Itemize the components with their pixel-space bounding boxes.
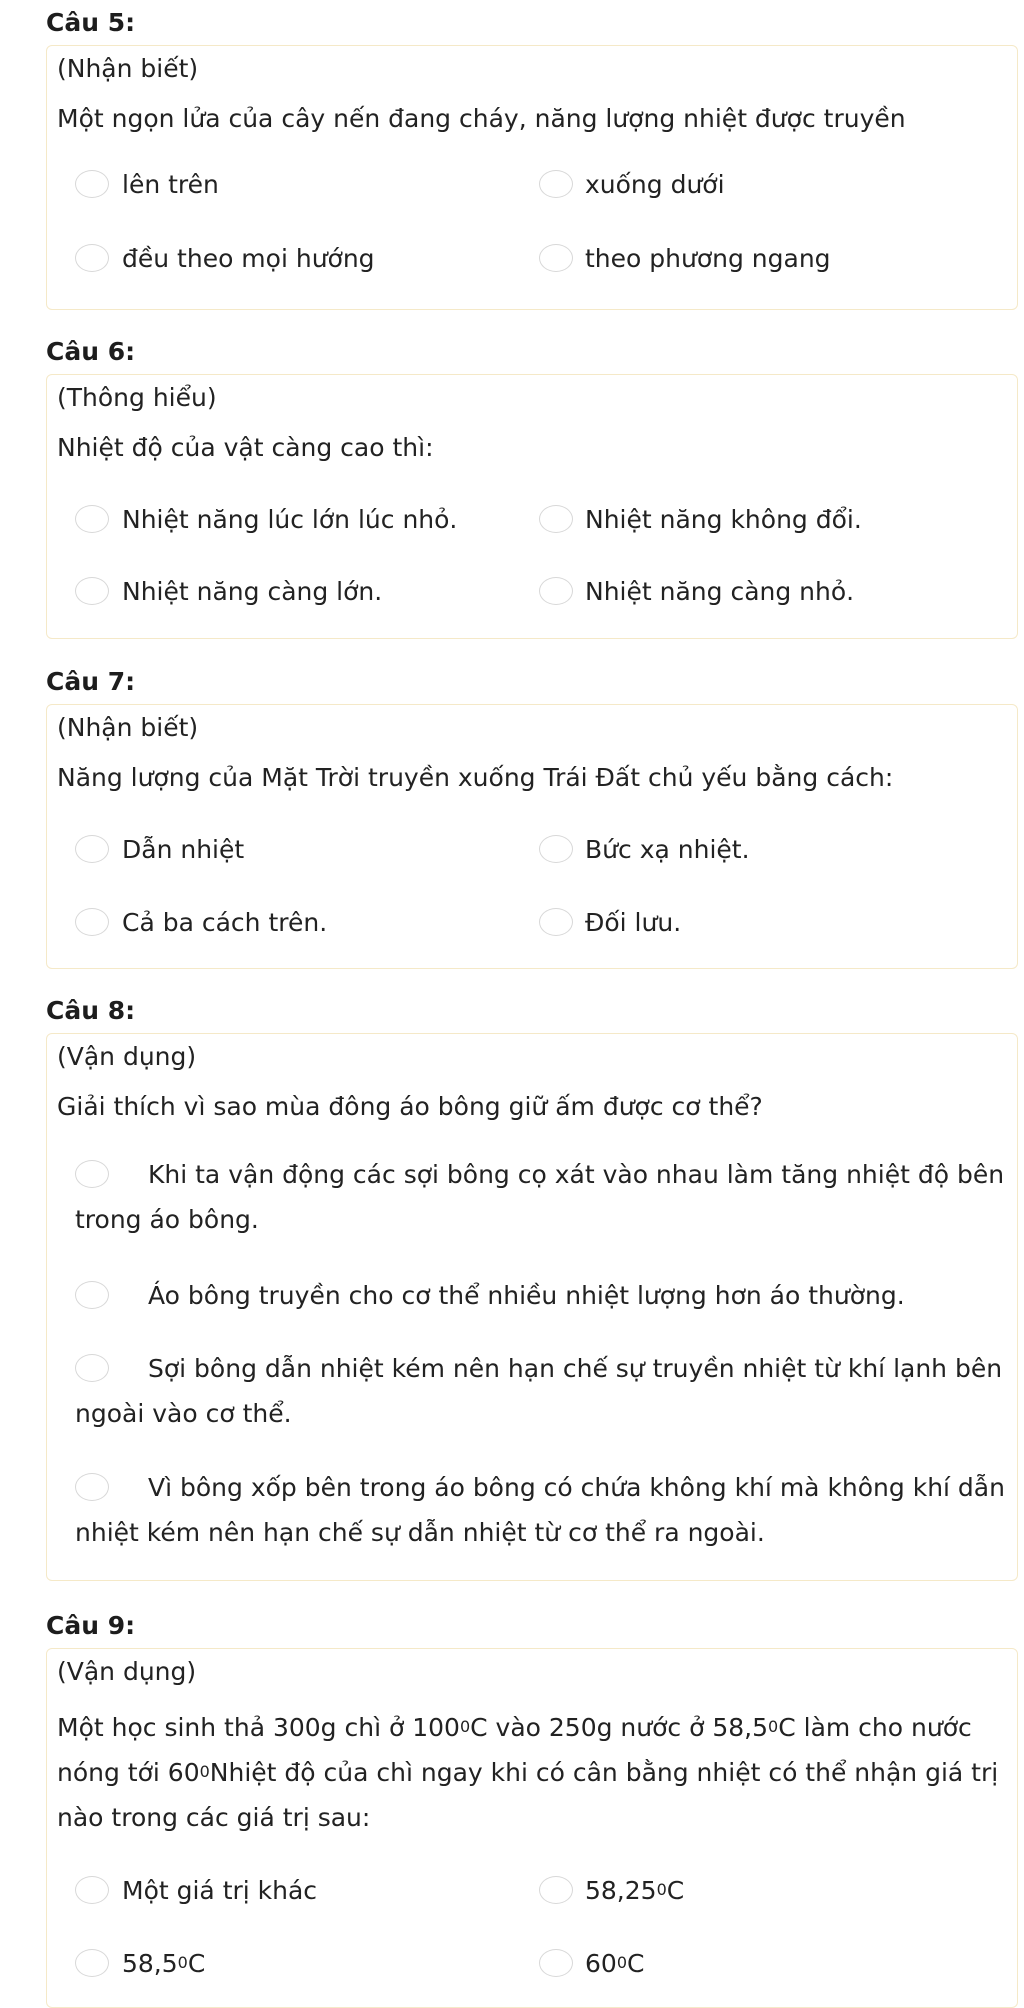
option-label: Khi ta vận động các sợi bông cọ xát vào nhau làm tăng nhiệt độ bên trong áo bông. xyxy=(75,1160,1005,1234)
question-card xyxy=(46,1648,1018,2008)
radio-button[interactable] xyxy=(75,244,109,272)
option-label xyxy=(585,1941,644,1989)
radio-button[interactable] xyxy=(539,1949,573,1977)
difficulty-level: (Thông hiểu) xyxy=(57,383,217,412)
option-text: Một giá trị khác xyxy=(122,1876,318,1905)
option-unit: C xyxy=(666,1876,685,1905)
option-label: Nhiệt năng lúc lớn lúc nhỏ. xyxy=(122,505,458,534)
option-label: xuống dưới xyxy=(585,170,725,199)
option-text: 60 xyxy=(585,1949,617,1978)
radio-button[interactable] xyxy=(539,170,573,198)
option-label xyxy=(585,1868,684,1916)
radio-button[interactable] xyxy=(75,577,109,605)
option-label: lên trên xyxy=(122,170,219,199)
question-card xyxy=(46,704,1018,969)
question-card xyxy=(46,374,1018,639)
question-stem xyxy=(57,1707,1005,1839)
stem-text: Nhiệt độ của chì ngay khi có cân bằng nhiệt có thể nhận giá trị nào trong các giá trị sau: xyxy=(57,1758,999,1832)
radio-button[interactable] xyxy=(75,1949,109,1977)
stem-text: C vào 250g nước ở 58,5 xyxy=(470,1713,769,1742)
question-title: Câu 7: xyxy=(46,667,136,696)
question-title: Câu 9: xyxy=(46,1611,136,1640)
option-label: Nhiệt năng càng lớn. xyxy=(122,577,383,606)
radio-button[interactable] xyxy=(539,577,573,605)
stem-text: Một học sinh thả 300g chì ở 100 xyxy=(57,1713,460,1742)
radio-button[interactable] xyxy=(75,505,109,533)
radio-button[interactable] xyxy=(75,908,109,936)
question-card xyxy=(46,45,1018,310)
radio-button[interactable] xyxy=(75,1876,109,1904)
question-5 xyxy=(0,8,1024,308)
radio-button[interactable] xyxy=(539,1876,573,1904)
option-label: Nhiệt năng không đổi. xyxy=(585,505,862,534)
option-label: đều theo mọi hướng xyxy=(122,244,375,273)
difficulty-level: (Vận dụng) xyxy=(57,1042,197,1071)
question-card xyxy=(46,1033,1018,1581)
option-label: Vì bông xốp bên trong áo bông có chứa không khí mà không khí dẫn nhiệt kém nên hạn chế sự dẫn nhiệt từ cơ thể ra ngoài. xyxy=(75,1473,1005,1547)
question-stem: Một ngọn lửa của cây nến đang cháy, năng lượng nhiệt được truyền xyxy=(57,104,906,133)
question-title: Câu 8: xyxy=(46,996,136,1025)
radio-button[interactable] xyxy=(539,244,573,272)
option-label xyxy=(122,1868,317,1916)
option-text: 58,25 xyxy=(585,1876,657,1905)
option-label: Đối lưu. xyxy=(585,908,682,937)
difficulty-level: (Nhận biết) xyxy=(57,713,199,742)
degree-superscript: 0 xyxy=(656,1880,667,1899)
degree-superscript: 0 xyxy=(768,1717,779,1736)
radio-button[interactable] xyxy=(539,908,573,936)
option-label: Dẫn nhiệt xyxy=(122,835,245,864)
degree-superscript: 0 xyxy=(459,1717,471,1736)
radio-button[interactable] xyxy=(539,505,573,533)
stem-text: C làm cho nước nóng tới 60 xyxy=(57,1713,972,1787)
option-unit: C xyxy=(627,1949,645,1978)
question-title: Câu 5: xyxy=(46,8,136,37)
radio-button[interactable] xyxy=(75,170,109,198)
degree-superscript: 0 xyxy=(177,1953,188,1972)
question-stem: Năng lượng của Mặt Trời truyền xuống Trái Đất chủ yếu bằng cách: xyxy=(57,763,894,792)
option-label: Bức xạ nhiệt. xyxy=(585,835,750,864)
question-9 xyxy=(0,1611,1024,2000)
option-text: 58,5 xyxy=(122,1949,178,1978)
degree-superscript: 0 xyxy=(616,1953,627,1972)
question-stem: Nhiệt độ của vật càng cao thì: xyxy=(57,433,434,462)
option-unit: C xyxy=(187,1949,206,1978)
option-label: Sợi bông dẫn nhiệt kém nên hạn chế sự truyền nhiệt từ khí lạnh bên ngoài vào cơ thể. xyxy=(75,1354,1003,1428)
option-label: Cả ba cách trên. xyxy=(122,908,328,937)
question-title: Câu 6: xyxy=(46,337,136,366)
difficulty-level: (Nhận biết) xyxy=(57,54,199,83)
question-6 xyxy=(0,337,1024,642)
question-stem: Giải thích vì sao mùa đông áo bông giữ ấm được cơ thể? xyxy=(57,1092,763,1121)
difficulty-level: (Vận dụng) xyxy=(57,1657,197,1686)
radio-button[interactable] xyxy=(75,835,109,863)
question-8 xyxy=(0,996,1024,1586)
radio-button[interactable] xyxy=(539,835,573,863)
option-label: Áo bông truyền cho cơ thể nhiều nhiệt lượng hơn áo thường. xyxy=(148,1281,905,1310)
degree-superscript: 0 xyxy=(199,1762,210,1781)
question-7 xyxy=(0,667,1024,972)
option-label xyxy=(122,1941,205,1989)
option-label: theo phương ngang xyxy=(585,244,831,273)
option-label: Nhiệt năng càng nhỏ. xyxy=(585,577,855,606)
